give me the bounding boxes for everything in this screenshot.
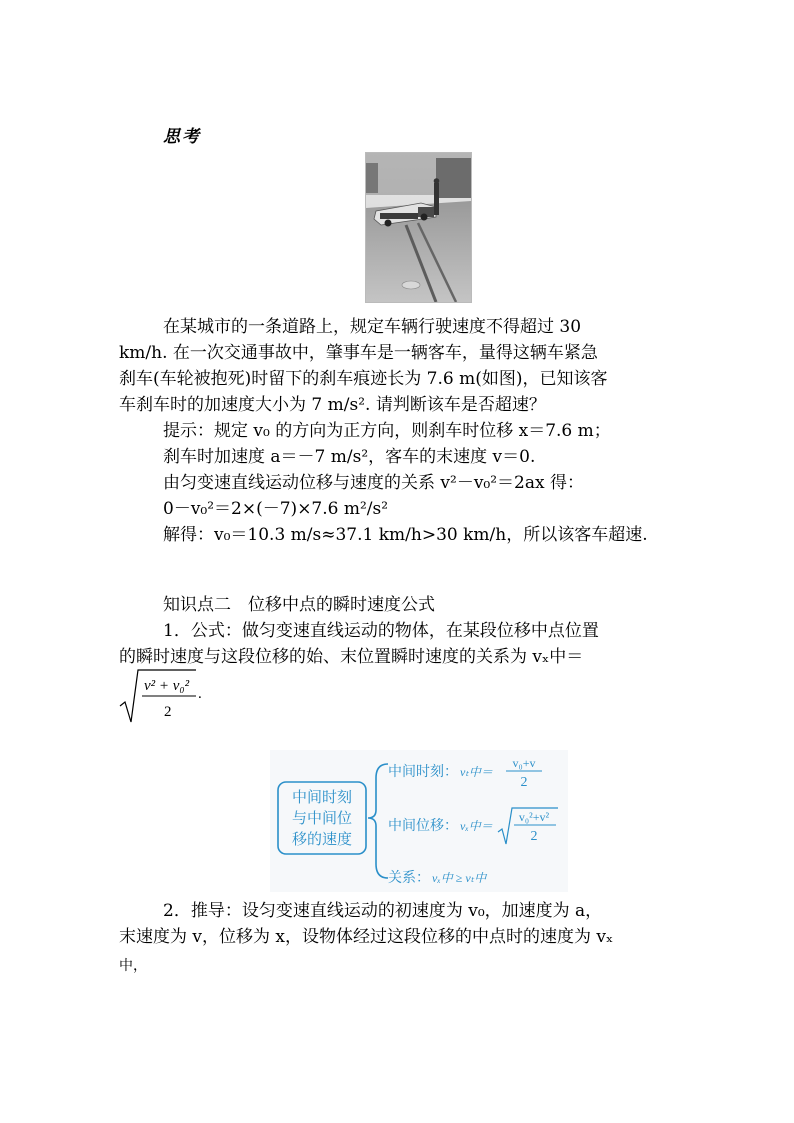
hint-line-3: 由匀变速直线运动位移与速度的关系 v²－v₀²＝2ax 得： xyxy=(163,473,584,493)
problem-line-2: km/h. 在一次交通事故中，肇事车是一辆客车，量得这辆车紧急 xyxy=(119,343,598,363)
hint-line-1: 提示：规定 v₀ 的方向为正方向，则刹车时位移 x＝7.6 m； xyxy=(163,421,611,441)
diagram-row3-label: 关系： xyxy=(388,870,430,886)
sqrt-tail: . xyxy=(198,686,202,702)
sqrt-numerator: v² + v₀² xyxy=(144,678,190,694)
diagram-row2-numerator: v₀²+v² xyxy=(518,810,550,824)
diagram-row1-denominator: 2 xyxy=(520,775,528,790)
sqrt-formula xyxy=(118,668,208,724)
diagram-box-line-1: 中间时刻 xyxy=(291,788,353,806)
diagram-row2-symbol: vₓ中＝ xyxy=(460,819,493,833)
think-heading: 思考 xyxy=(163,127,201,147)
derivation-line-1: 2．推导：设匀变速直线运动的初速度为 v₀，加速度为 a， xyxy=(163,901,603,921)
problem-line-3: 刹车(车轮被抱死)时留下的刹车痕迹长为 7.6 m(如图)，已知该客 xyxy=(119,369,608,389)
diagram-row1-label: 中间时刻： xyxy=(388,764,458,780)
diagram-row2-denominator: 2 xyxy=(530,829,538,844)
diagram-row2-label: 中间位移： xyxy=(388,818,458,834)
derivation-line-2: 末速度为 v，位移为 x，设物体经过这段位移的中点时的速度为 vₓ xyxy=(119,927,614,947)
problem-line-1: 在某城市的一条道路上，规定车辆行驶速度不得超过 30 xyxy=(163,317,582,337)
diagram-box-line-3: 移的速度 xyxy=(291,830,353,848)
formula-para-line-1: 1．公式：做匀变速直线运动的物体，在某段位移中点位置 xyxy=(163,621,599,641)
diagram-box-line-2: 与中间位 xyxy=(291,809,353,827)
hint-line-2: 刹车时加速度 a＝－7 m/s²，客车的末速度 v＝0. xyxy=(163,447,536,467)
diagram-row1-symbol: vₜ中＝ xyxy=(460,765,493,779)
problem-line-4: 车刹车时的加速度大小为 7 m/s². 请判断该车是否超速？ xyxy=(119,395,546,415)
bus-skid-photo xyxy=(365,152,472,303)
sqrt-denominator: 2 xyxy=(164,704,172,720)
diagram-row1-numerator: v₀+v xyxy=(512,756,536,770)
section-title: 知识点二 位移中点的瞬时速度公式 xyxy=(163,595,435,615)
derivation-line-3: 中， xyxy=(119,958,147,974)
bus-skid-illustration xyxy=(366,153,471,302)
hint-line-4: 0－v₀²＝2×(－7)×7.6 m²/s² xyxy=(163,499,389,519)
hint-line-5: 解得：v₀＝10.3 m/s≈37.1 km/h>30 km/h，所以该客车超速. xyxy=(163,525,648,545)
diagram-row3-expression: vₓ中 ≥ vₜ中 xyxy=(432,871,487,885)
speed-relation-diagram xyxy=(270,750,568,892)
formula-para-line-2: 的瞬时速度与这段位移的始、末位置瞬时速度的关系为 vₓ中＝ xyxy=(119,647,584,667)
